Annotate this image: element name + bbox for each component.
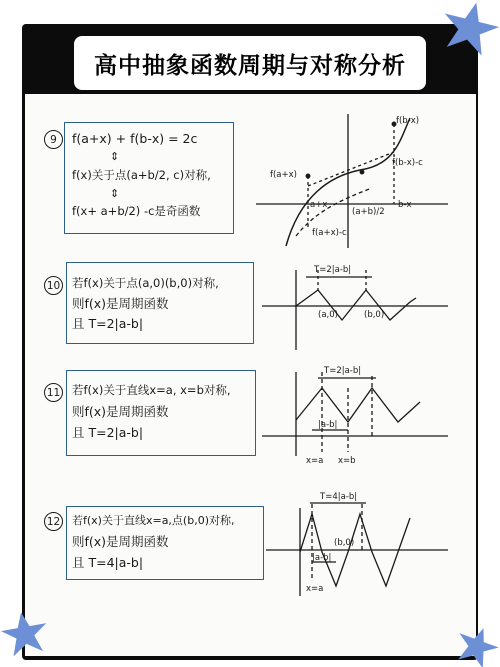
sec9-label-faxc: f(a+x)-c <box>312 228 347 238</box>
sec11-label-ab: |a-b| <box>318 420 338 430</box>
sec10-label-a0: (a,0) <box>318 310 338 320</box>
sec11-graph <box>262 372 448 456</box>
sec12-line2: 则f(x)是周期函数 <box>72 534 169 549</box>
sec12-graph <box>266 503 448 596</box>
section-9-number: 9 <box>44 130 63 149</box>
sec10-line1: 若f(x)关于点(a,0)(b,0)对称, <box>72 276 219 290</box>
sec12-label-xa: x=a <box>306 584 324 594</box>
sec11-label-T: T=2|a-b| <box>324 366 362 376</box>
page-title: 高中抽象函数周期与对称分析 <box>94 52 406 79</box>
sec9-label-fax: f(a+x) <box>270 170 297 180</box>
sec11-line2: 则f(x)是周期函数 <box>72 404 169 419</box>
sec9-label-bx: b-x <box>398 200 412 210</box>
sec12-label-T: T=4|a-b| <box>320 492 358 502</box>
sec9-line2: f(x)关于点(a+b/2, c)对称, <box>72 168 211 182</box>
section-11-number: 11 <box>44 383 63 402</box>
sec9-label-fbxc: f(b-x)-c <box>392 158 423 168</box>
down-arrow-icon: ⇕ <box>110 150 120 163</box>
sec11-label-xb: x=b <box>338 456 356 466</box>
sec11-line3: 且 T=2|a-b| <box>72 425 144 440</box>
sec10-label-b0: (b,0) <box>364 310 385 320</box>
sec9-label-ax: a+x <box>310 200 328 210</box>
sec10-graph <box>262 270 448 350</box>
sec10-line3: 且 T=2|a-b| <box>72 316 144 331</box>
sec9-label-fbx: f(b-x) <box>396 116 420 126</box>
sec12-line1: 若f(x)关于直线x=a,点(b,0)对称, <box>72 514 235 527</box>
section-10-number: 10 <box>44 276 63 295</box>
sec12-label-b0: (b,0) <box>334 538 355 548</box>
sec10-line2: 则f(x)是周期函数 <box>72 296 169 311</box>
sec10-label-T: T=2|a-b| <box>314 265 352 275</box>
sec11-label-xa: x=a <box>306 456 324 466</box>
sec9-line3: f(x+ a+b/2) -c是奇函数 <box>72 204 201 218</box>
sec9-graph <box>256 114 448 248</box>
section-12-number: 12 <box>44 512 63 531</box>
sec9-label-abx: (a+b)/2 <box>352 207 385 217</box>
sec9-line1: f(a+x) + f(b-x) = 2c <box>72 131 198 146</box>
sec12-line3: 且 T=4|a-b| <box>72 555 144 570</box>
down-arrow-icon: ⇕ <box>110 187 120 200</box>
sec12-label-ab: |a-b| <box>312 553 332 563</box>
sec11-line1: 若f(x)关于直线x=a, x=b对称, <box>72 383 231 397</box>
